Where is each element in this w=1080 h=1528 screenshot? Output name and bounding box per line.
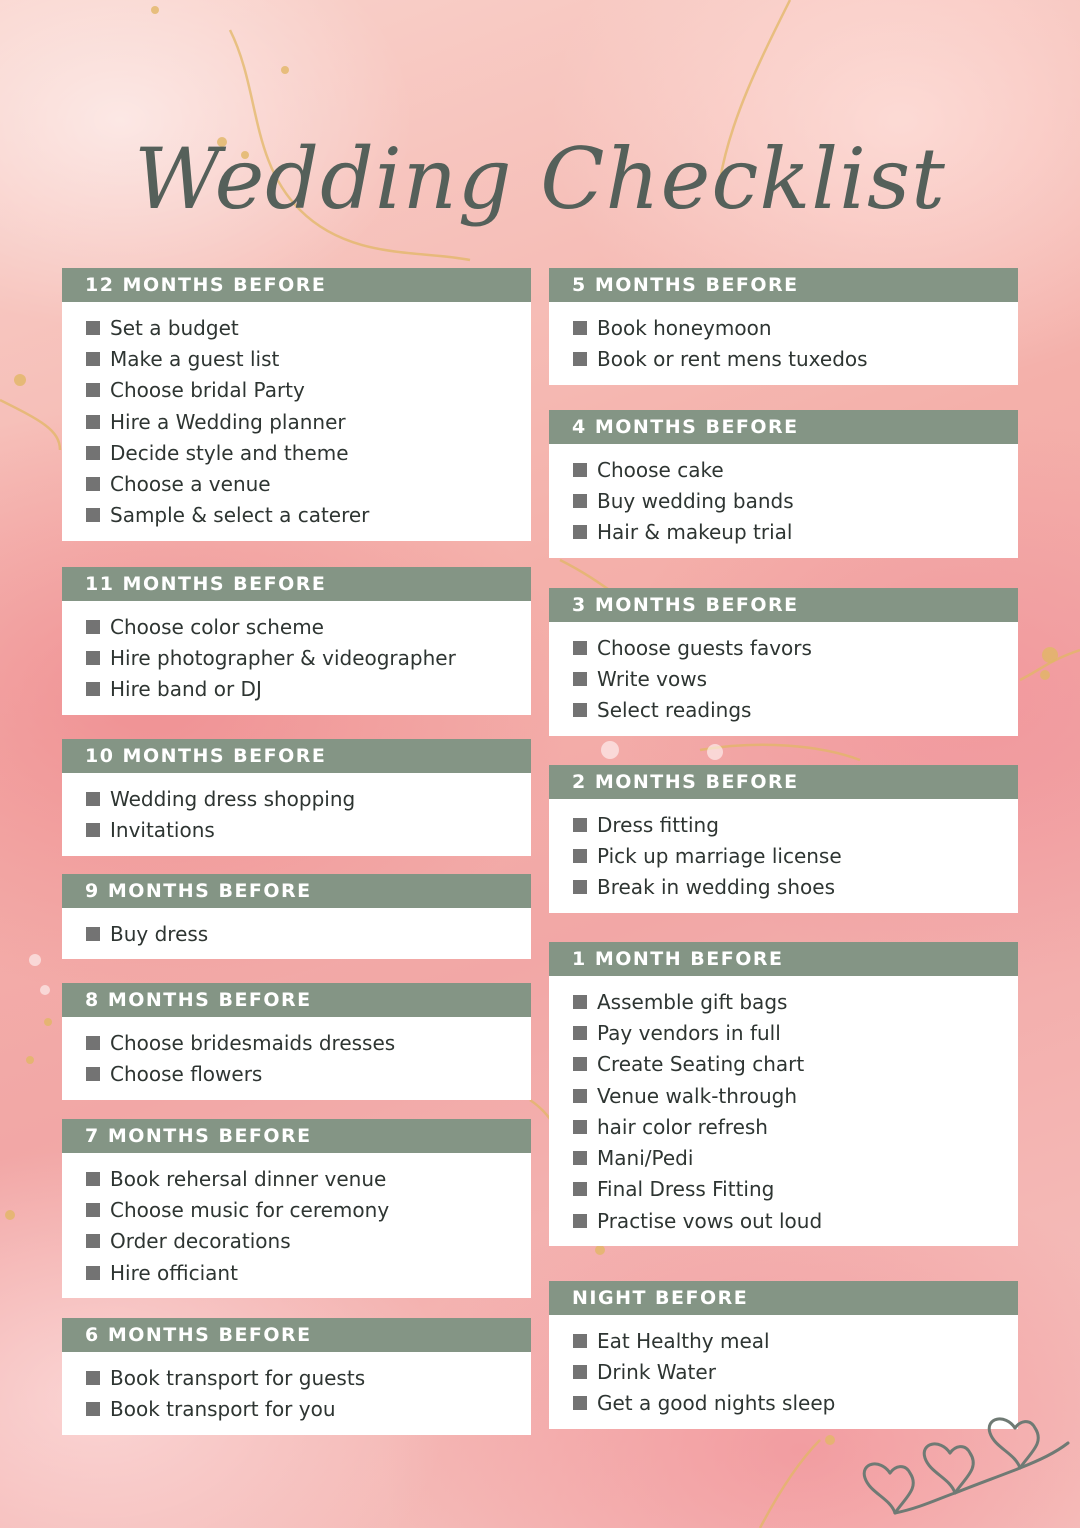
section-6-months [62,1318,531,1435]
checkbox-icon[interactable] [573,1089,587,1103]
checklist-item[interactable] [86,375,531,406]
section-1-month [549,942,1018,1246]
checkbox-icon[interactable] [573,818,587,832]
section-12-months [62,268,531,541]
section-heading: 8 MONTHS BEFORE [62,983,531,1017]
checklist-item[interactable] [573,809,1018,840]
checkbox-icon[interactable] [573,1120,587,1134]
checkbox-icon[interactable] [573,1334,587,1348]
checklist-item[interactable] [573,517,1018,548]
item-label: Hair & makeup trial [597,520,793,545]
checklist-item[interactable] [573,663,1018,694]
section-heading: 1 MONTH BEFORE [549,942,1018,976]
item-label: Decide style and theme [110,440,349,465]
checklist-item[interactable] [86,783,531,814]
item-label: Book or rent mens tuxedos [597,346,868,371]
checkbox-icon[interactable] [86,415,100,429]
section-heading: 10 MONTHS BEFORE [62,739,531,773]
section-2-months [549,765,1018,913]
checkbox-icon[interactable] [86,1172,100,1186]
section-heading: 12 MONTHS BEFORE [62,268,531,302]
checkbox-icon[interactable] [86,1266,100,1280]
section-heading: 6 MONTHS BEFORE [62,1318,531,1352]
checkbox-icon[interactable] [86,620,100,634]
page-title: Wedding Checklist [134,130,946,228]
item-label: Buy wedding bands [597,488,794,513]
checkbox-icon[interactable] [86,1234,100,1248]
item-label: Drink Water [597,1359,716,1384]
checklist-item[interactable] [86,312,531,343]
item-label: Order decorations [110,1229,291,1254]
checkbox-icon[interactable] [573,849,587,863]
checklist-item[interactable] [573,1017,1018,1048]
checklist-item[interactable] [86,1194,531,1225]
checkbox-icon[interactable] [86,352,100,366]
item-label: Choose music for ceremony [110,1197,390,1222]
checklist-item[interactable] [86,1163,531,1194]
checkbox-icon[interactable] [86,927,100,941]
checklist [549,976,1018,1246]
checklist-item[interactable] [86,611,531,642]
checklist-item[interactable] [86,814,531,845]
checklist-item[interactable] [573,343,1018,374]
checkbox-icon[interactable] [86,477,100,491]
checkbox-icon[interactable] [573,1182,587,1196]
item-label: Create Seating chart [597,1052,805,1077]
item-label: Choose cake [597,457,724,482]
checklist-item[interactable] [573,1205,1018,1236]
item-label: Book transport for you [110,1396,336,1421]
item-label: Choose flowers [110,1061,263,1086]
checklist-item[interactable] [86,500,531,531]
checkbox-icon[interactable] [573,880,587,894]
checklist-item[interactable] [573,485,1018,516]
checkbox-icon[interactable] [86,1203,100,1217]
checklist-item[interactable] [573,632,1018,663]
checklist-item[interactable] [86,437,531,468]
checkbox-icon[interactable] [573,463,587,477]
checklist-item[interactable] [573,986,1018,1017]
section-heading: 11 MONTHS BEFORE [62,567,531,601]
checklist [62,908,531,959]
checkbox-icon[interactable] [86,1036,100,1050]
checkbox-icon[interactable] [573,1396,587,1410]
checklist [549,622,1018,736]
checklist-item[interactable] [573,1356,1018,1387]
checklist-item[interactable] [573,1142,1018,1173]
section-8-months [62,983,531,1100]
item-label: Eat Healthy meal [597,1328,770,1353]
item-label: Wedding dress shopping [110,786,356,811]
item-label: Mani/Pedi [597,1146,694,1171]
checkbox-icon[interactable] [86,1371,100,1385]
checklist-item[interactable] [573,1049,1018,1080]
checkbox-icon[interactable] [573,641,587,655]
item-label: Practise vows out loud [597,1208,823,1233]
checkbox-icon[interactable] [573,1057,587,1071]
checklist-item[interactable] [86,642,531,673]
section-3-months [549,588,1018,736]
checkbox-icon[interactable] [573,1026,587,1040]
item-label: Final Dress Fitting [597,1177,775,1202]
item-label: Invitations [110,817,215,842]
checklist-item[interactable] [86,674,531,705]
item-label: Choose bridal Party [110,378,305,403]
checklist-item[interactable] [573,1111,1018,1142]
checklist-item[interactable] [573,1325,1018,1356]
checkbox-icon[interactable] [86,446,100,460]
checklist [62,1153,531,1298]
checklist-item[interactable] [86,1058,531,1089]
checkbox-icon[interactable] [86,321,100,335]
checklist [62,1017,531,1100]
checklist-item[interactable] [86,1257,531,1288]
checkbox-icon[interactable] [573,1365,587,1379]
checklist [549,444,1018,558]
checklist-item[interactable] [573,454,1018,485]
checklist-item[interactable] [573,1080,1018,1111]
checklist-item[interactable] [573,312,1018,343]
checkbox-icon[interactable] [573,525,587,539]
checklist-item[interactable] [573,840,1018,871]
checklist-item[interactable] [86,918,531,949]
item-label: Hire a Wedding planner [110,409,346,434]
item-label: Set a budget [110,315,239,340]
checklist [62,302,531,541]
checkbox-icon[interactable] [573,1151,587,1165]
section-10-months [62,739,531,856]
item-label: Dress fitting [597,812,719,837]
item-label: Book rehersal dinner venue [110,1166,387,1191]
checklist-item[interactable] [86,1362,531,1393]
section-heading: 7 MONTHS BEFORE [62,1119,531,1153]
checkbox-icon[interactable] [573,352,587,366]
checkbox-icon[interactable] [86,1067,100,1081]
item-label: Break in wedding shoes [597,875,835,900]
item-label: Choose guests favors [597,635,812,660]
checklist [62,773,531,856]
item-label: Choose bridesmaids dresses [110,1030,396,1055]
checkbox-icon[interactable] [86,1402,100,1416]
checkbox-icon[interactable] [86,383,100,397]
checklist-item[interactable] [86,468,531,499]
item-label: Book transport for guests [110,1365,366,1390]
checkbox-icon[interactable] [573,703,587,717]
checklist [549,799,1018,913]
checkbox-icon[interactable] [573,672,587,686]
item-label: Venue walk-through [597,1083,797,1108]
item-label: Make a guest list [110,346,280,371]
checklist-item[interactable] [573,872,1018,903]
checkbox-icon[interactable] [573,321,587,335]
checkbox-icon[interactable] [86,792,100,806]
item-label: Buy dress [110,921,209,946]
checkbox-icon[interactable] [86,682,100,696]
checklist [549,302,1018,385]
checklist [62,1352,531,1435]
section-7-months [62,1119,531,1298]
section-4-months [549,410,1018,558]
item-label: Get a good nights sleep [597,1391,836,1416]
checklist-item[interactable] [86,406,531,437]
item-label: Choose color scheme [110,614,324,639]
checkbox-icon[interactable] [86,508,100,522]
item-label: Hire band or DJ [110,677,262,702]
section-heading: 4 MONTHS BEFORE [549,410,1018,444]
section-9-months [62,874,531,959]
section-heading: 2 MONTHS BEFORE [549,765,1018,799]
checklist-item[interactable] [573,695,1018,726]
section-heading: NIGHT BEFORE [549,1281,1018,1315]
checkbox-icon[interactable] [573,494,587,508]
item-label: hair color refresh [597,1114,768,1139]
checkbox-icon[interactable] [86,823,100,837]
hearts-decoration-icon [850,1398,1070,1518]
item-label: Book honeymoon [597,315,772,340]
item-label: Assemble gift bags [597,989,788,1014]
checklist-item[interactable] [86,1027,531,1058]
checklist-item[interactable] [86,1226,531,1257]
section-heading: 5 MONTHS BEFORE [549,268,1018,302]
section-11-months [62,567,531,715]
section-heading: 3 MONTHS BEFORE [549,588,1018,622]
item-label: Hire officiant [110,1260,238,1285]
checkbox-icon[interactable] [86,651,100,665]
item-label: Write vows [597,666,708,691]
checklist-item[interactable] [86,1393,531,1424]
checklist-item[interactable] [573,1174,1018,1205]
checklist [62,601,531,715]
item-label: Choose a venue [110,472,271,497]
item-label: Pick up marriage license [597,843,842,868]
item-label: Select readings [597,698,752,723]
checkbox-icon[interactable] [573,1214,587,1228]
item-label: Hire photographer & videographer [110,645,456,670]
checklist-item[interactable] [86,343,531,374]
item-label: Pay vendors in full [597,1020,781,1045]
item-label: Sample & select a caterer [110,503,370,528]
section-5-months [549,268,1018,385]
checkbox-icon[interactable] [573,995,587,1009]
section-heading: 9 MONTHS BEFORE [62,874,531,908]
